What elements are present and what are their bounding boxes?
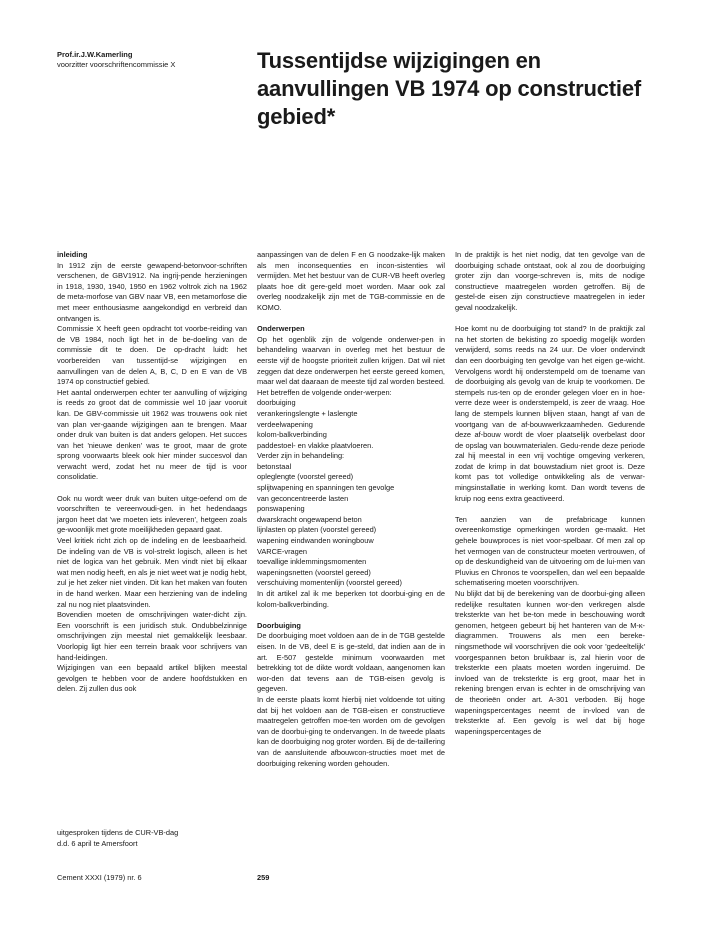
topics-list <box>257 398 445 589</box>
paragraph: aanpassingen van de delen F en G noodzake-lijk maken als men inconsequenties en incon-sistenties wil vermijden. Met het bestuur van de CUR-VB heeft overleg plaats hoe dit gere-geld moet worden. Maar ook zal overleg noodzakelijk zijn met de TGB-commissie en de KOMO. <box>257 250 445 312</box>
author-block <box>57 50 247 70</box>
journal-reference: Cement XXXI (1979) nr. 6 <box>57 873 142 882</box>
paragraph: Bovendien moeten de omschrijvingen water-dicht zijn. Een voorschrift is een juridisch stuk. Ondubbelzinnige omschrijvingen zijn meestal niet gemakkelijk leesbaar. Voorlopig ligt hier een terrein braak voor schrijvers van hand-leidingen. <box>57 610 247 662</box>
paragraph: In 1912 zijn de eerste gewapend-betonvoor-schriften verschenen, de GBV1912. Na ingrij-pende herzieningen in 1918, 1930, 1940, 1950 en 1962 voltrok zich na 1962 de meta-morfose van GBV naar VB, een metamorfose die met meer enthousiasme aangekondigd en verbreid dan ontvangen is. <box>57 260 247 323</box>
list-item: Verder zijn in behandeling: <box>257 451 345 461</box>
paragraph: Wijzigingen van een bepaald artikel blijken meestal gevolgen te hebben voor de andere hoofdstukken en delen. Zij zullen dus ook <box>57 663 247 694</box>
page-number: 259 <box>257 873 270 882</box>
list-item: wapening eindwanden woningbouw <box>257 536 374 546</box>
lecture-note-line: uitgesproken tijdens de CUR-VB-dag <box>57 828 179 837</box>
section-heading-doorbuiging: Doorbuiging <box>257 620 301 630</box>
list-item: betonstaal <box>257 461 292 471</box>
list-item: opleglengte (voorstel gereed) <box>257 472 354 482</box>
section-heading-inleiding: inleiding <box>57 250 88 259</box>
list-item: paddestoel- en vlakke plaatvloeren. <box>257 440 374 450</box>
list-item: toevallige inklemmingsmomenten <box>257 557 367 567</box>
paragraph: In de praktijk is het niet nodig, dat ten gevolge van de doorbuiging schade ontstaat, ook al zou de doorbuiging groter zijn dan voorge-schreven is, mits de nodige constructieve maatregelen worden getroffen. Bij de gestel-de eisen zijn constructieve maatregelen in ieder geval noodzakelijk. <box>455 250 645 312</box>
paragraph: Veel kritiek richt zich op de indeling en de leesbaarheid. De indeling van de VB is vol-strekt logisch, alleen is het niet de logica van het gebruik. Men vindt niet bij elkaar wat men nodig heeft, en als je niet weet wat je nodig hebt, zul je het zeker niet vinden. Dit kan het maken van fouten in de hand werken. Maar een herziening van de indeling zal nu nog niet plaatsvinden. <box>57 536 247 609</box>
paragraph: Het aantal onderwerpen echter ter aanvulling of wijziging is reeds zo groot dat de commissie wel 10 jaar vooruit kan. De GBV-commissie uit 1962 was trouwens ook niet van plan ver-gaande wijzigingen aan te brengen. Maar onder druk van buiten is dat anders gelopen. Het succes van het 'nieuwe denken' was te groot, maar de grote sprong voorwaarts bleek ook hier minder succesvol dan verwacht werd, zodat het nu meer de tijd is voor consolidatie. <box>57 387 247 482</box>
paragraph: Nu blijkt dat bij de berekening van de doorbui-ging alleen redelijke resultaten kunnen wor-den verkregen alsde treksterkte van het be-ton mede in beschouwing wordt genomen, hetgeen gebeurt bij het hanteren van de M-κ-diagrammen. Trouwens als men een bereke-ningsmethode wil voorschrijven die ook voor 'gedeeltelijk' voorgespannen beton bruikbaar is, zal hierin voor de treksterkte een plaats moeten worden ingeruimd. De invloed van de treksterkte is erg groot, maar het in rekening brengen ervan is echter in de omschrijving van de theorieën onder art. A-301 verboden. Bij hoge wapeningspercentages neemt de in-vloed van de treksterkte af. Een gevolg is wel dat bij hoge wapeningspercentages de <box>455 589 645 736</box>
paragraph: In de eerste plaats komt hierbij niet voldoende tot uiting dat bij het voldoen aan de TGB-eisen er constructieve maatregelen getroffen moe-ten worden om de gevolgen van de doorbui-ging te ondervangen. In de tweede plaats kan de doorbuiging nog groter worden. Bij de de-taillering van de aansluitende afbouwcon-structies moet met de doorbuiging rekening worden gehouden. <box>257 694 445 768</box>
paragraph: Ten aanzien van de prefabricage kunnen overeenkomstige opmerkingen worden ge-maakt. Het gehele bouwproces is niet voor-spelbaar. Of men zal op het vermogen van de constructeur moeten vertrouwen, of op de deskundigheid van de uitvoering om de lui-men van Pluvius en Chronos te voorspellen, dan wel een bepaalde schematisering moeten voorschrijven. <box>455 514 645 588</box>
paragraph: Commissie X heeft geen opdracht tot voorbe-reiding van de VB 1984, noch ligt het in de be-doeling van de commissie dit te doen. De op-dracht luidt: het voorbereiden van tussentijd-se wijzigingen en aanvullingen van de delen A, B, C, D en E van de VB 1974 op constructief gebied. <box>57 324 247 387</box>
list-item: lijnlasten op platen (voorstel gereed) <box>257 525 377 535</box>
list-item: dwarskracht ongewapend beton <box>257 514 362 524</box>
list-item: verschuiving momentenlijn (voorstel gereed) <box>257 578 403 588</box>
list-item: van geconcentreerde lasten <box>257 493 349 503</box>
paragraph: Hoe komt nu de doorbuiging tot stand? In de praktijk zal na het storten de bekisting zo spoedig mogelijk worden verwijderd, soms reeds na 24 uur. De vloer ondervindt dan een doorbuiging ten gevolge van het eigen ge-wicht. Vervolgens wordt hij onderstempeld om de toename van de doorbuiging als gevolg van de kruip te voorkomen. De stempels rus-ten op de eronder gelegen vloer en in hoe-verre deze weer is onderstempeld, is zeer de vraag. Hoe lang de stempels kunnen blijven staan, hangt af van de voortgang van de af-bouwwerkzaamheden. Gedurende deze af-bouw wordt de vloer plaatselijk overbelast door de opslag van bouwmaterialen. Gedu-rende deze periode zal hij meestal in een vrij vochtige omgeving verkeren, zodat de krimp in dat bouwstadium niet groot is. Deze komt pas tot volledige ontwikkeling als de verwar-mingsinstallatie in werking komt. Dan wordt tevens de kruip nog eens extra geactiveerd. <box>455 324 645 503</box>
list-item: doorbuiging <box>257 398 296 408</box>
column-3 <box>455 250 645 737</box>
list-item: VARCE-vragen <box>257 546 307 556</box>
paragraph: Ook nu wordt weer druk van buiten uitge-oefend om de voorschriften te vereenvoudi-gen. in het hedendaags jargon heet dat 'we moeten iets inleveren', hetgeen zoals ge-woonlijk met grote moeilijkheden gepaard gaat. <box>57 493 247 535</box>
author-name: Prof.ir.J.W.Kamerling <box>57 50 133 59</box>
list-item: verankeringslengte + laslengte <box>257 408 358 418</box>
section-heading-onderwerpen: Onderwerpen <box>257 324 305 334</box>
column-1 <box>57 250 247 695</box>
lecture-note <box>57 828 247 849</box>
list-item: verdeelwapening <box>257 419 313 429</box>
paragraph: In dit artikel zal ik me beperken tot doorbui-ging en de kolom-balkverbinding. <box>257 589 445 609</box>
list-item: kolom-balkverbinding <box>257 430 327 440</box>
list-item: ponswapening <box>257 504 305 514</box>
paragraph: De doorbuiging moet voldoen aan de in de TGB gestelde eisen. In de VB, deel E is ge-steld, dat indien aan de in art. E-507 gestelde minimum voorwaarden met betrekking tot de dikte wordt voldaan, aangenomen kan wor-den dat tevens aan de TGB-eisen gevolg is gegeven. <box>257 631 445 694</box>
lecture-note-line: d.d. 6 april te Amersfoort <box>57 838 138 848</box>
list-item: wapeningsnetten (voorstel gereed) <box>257 567 371 577</box>
column-2 <box>257 250 445 769</box>
author-role: voorzitter voorschriftencommissie X <box>57 60 176 69</box>
article-title: Tussentijdse wijzigingen en aanvullingen VB 1974 op constructief gebied* <box>257 48 642 129</box>
list-item: splijtwapening en spanningen ten gevolge <box>257 483 395 493</box>
paragraph: Op het ogenblik zijn de volgende onderwer-pen in behandeling waarvan in overleg met het bestuur de eerste vijf de hoogste prioriteit zullen krijgen. Dat wil niet zeggen dat deze onderwerpen het eerste gereed komen, maar wel dat daaraan de meeste tijd zal worden besteed. Het betreffen de volgende onder-werpen: <box>257 334 445 397</box>
